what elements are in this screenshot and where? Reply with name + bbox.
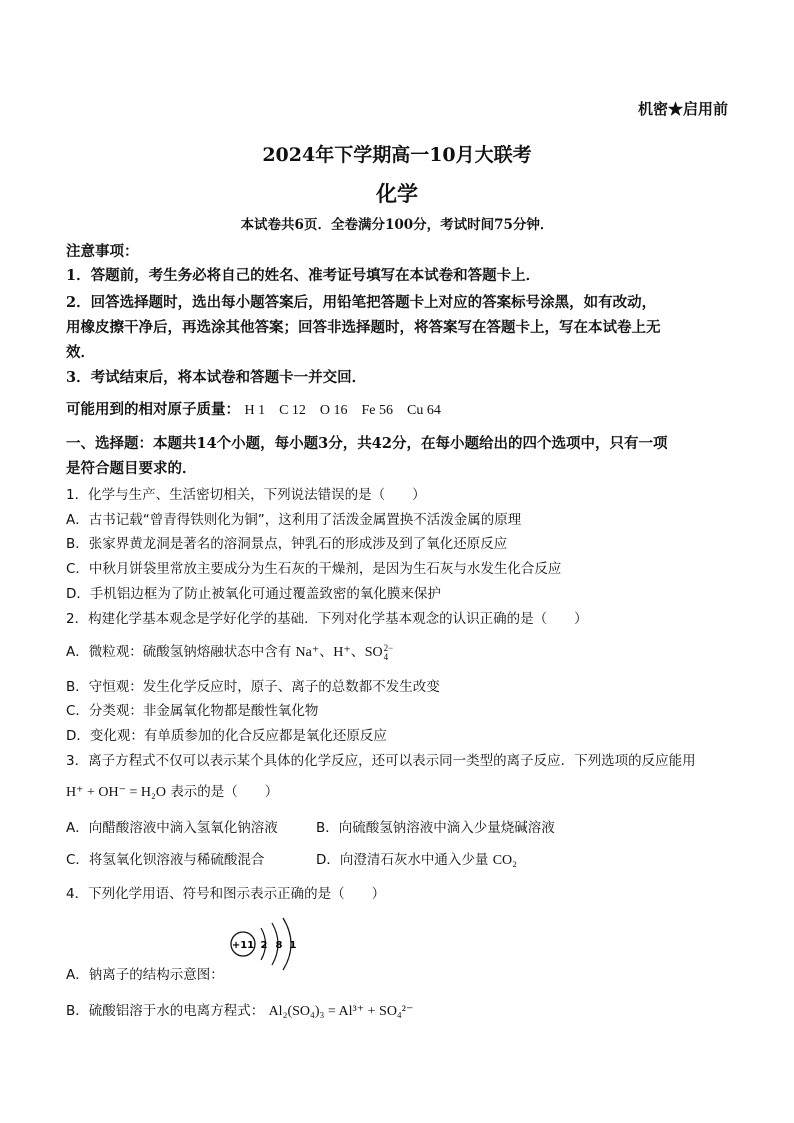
note-3: 3．考试结束后，将本试卷和答题卡一并交回． [66,369,367,386]
q2-option-a-text: A．微粒观：硫酸氢钠熔融状态中含有 [66,644,292,660]
nucleus-charge: +11 [231,940,255,951]
q2-stem: 2．构建化学基本观念是学好化学的基础．下列对化学基本观念的认识正确的是（ ） [66,611,588,627]
atomic-masses-label: 可能用到的相对原子质量： [66,401,240,418]
q2-option-a-ions [295,642,394,662]
q3-option-a: A．向醋酸溶液中滴入氢氧化钠溶液 [66,820,278,836]
atomic-masses [66,398,441,419]
q1-option-a: A．古书记载“曾青得铁则化为铜”，这利用了活泼金属置换不活泼金属的原理 [66,512,522,528]
q4-option-a: A．钠离子的结构示意图： [66,967,224,983]
shell-1-electrons: 2 [260,940,268,951]
q1-stem: 1．化学与生产、生活密切相关，下列说法错误的是（ ） [66,487,426,503]
q3-stem-line-1: 3．离子方程式不仅可以表示某个具体的化学反应，还可以表示同一类型的离子反应．下列选项的反应能用 [66,753,696,769]
q2-option-a [66,640,393,662]
q2-ions-text: Na⁺、H⁺、SO [295,645,383,660]
shell-2-electrons: 8 [275,940,283,951]
q1-option-d: D．手机铝边框为了防止被氧化可通过覆盖致密的氧化膜来保护 [66,586,441,602]
q4-option-b-text: B．硫酸铝溶于水的电离方程式： [66,1003,265,1019]
section-1-line-1: 一、选择题：本题共14个小题，每小题3分，共42分，在每小题给出的四个选项中，只有一项 [66,435,668,452]
q3-option-d [316,848,517,869]
atomic-masses-values: H 1 C 12 O 16 Fe 56 Cu 64 [244,403,441,418]
note-2-line-1: 2．回答选择题时，选出每小题答案后，用铅笔把答题卡上对应的答案标号涂黑，如有改动， [66,294,657,311]
q3-stem-line-2 [66,780,278,801]
q2-option-d: D．变化观：有单质参加的化合反应都是氧化还原反应 [66,728,387,744]
q1-option-b: B．张家界黄龙洞是著名的溶洞景点，钟乳石的形成涉及到了氧化还原反应 [66,536,508,552]
q4-stem: 4．下列化学用语、符号和图示表示正确的是（ ） [66,886,386,902]
q2-option-c: C．分类观：非金属氧化物都是酸性氧化物 [66,703,319,719]
note-1: 1．答题前，考生务必将自己的姓名、准考证号填写在本试卷和答题卡上． [66,267,541,284]
q4-option-b-equation: Al₂(SO₄)₃ = Al³⁺ + SO₄²⁻ [268,1004,414,1019]
q2-sulfate-charge: 2− [383,642,394,653]
section-1-line-2: 是符合题目要求的． [66,460,197,477]
q3-option-c: C．将氢氧化钡溶液与稀硫酸混合 [66,852,265,868]
exam-info: 本试卷共6页．全卷满分100分，考试时间75分钟． [240,217,554,233]
q1-option-c: C．中秋月饼袋里常放主要成分为生石灰的干燥剂，是因为生石灰与水发生化合反应 [66,561,562,577]
q2-option-b: B．守恒观：发生化学反应时，原子、离子的总数都不发生改变 [66,679,440,695]
notes-heading: 注意事项： [66,243,139,260]
q2-sulfate-subscript: 4 [383,651,389,662]
exam-title: 2024年下学期高一10月大联考 [262,144,532,166]
q3-option-d-chem: CO₂ [492,853,518,868]
sodium-ion-structure-diagram [225,915,305,979]
note-2-line-3: 效． [66,344,95,361]
q3-equation: H⁺ + OH⁻ = H₂O [66,785,167,800]
shell-3-electrons: 1 [289,940,297,951]
q4-option-b [66,999,413,1020]
q3-option-d-text: D．向澄清石灰水中通入少量 [316,852,489,868]
exam-subject: 化学 [376,181,418,206]
q3-stem-tail: 表示的是（ ） [170,784,279,800]
note-2-line-2: 用橡皮擦干净后，再选涂其他答案；回答非选择题时，将答案写在答题卡上，写在本试卷上无 [66,319,661,336]
confidential-label: 机密★启用前 [637,100,728,118]
q3-option-b: B．向硫酸氢钠溶液中滴入少量烧碱溶液 [316,820,555,836]
